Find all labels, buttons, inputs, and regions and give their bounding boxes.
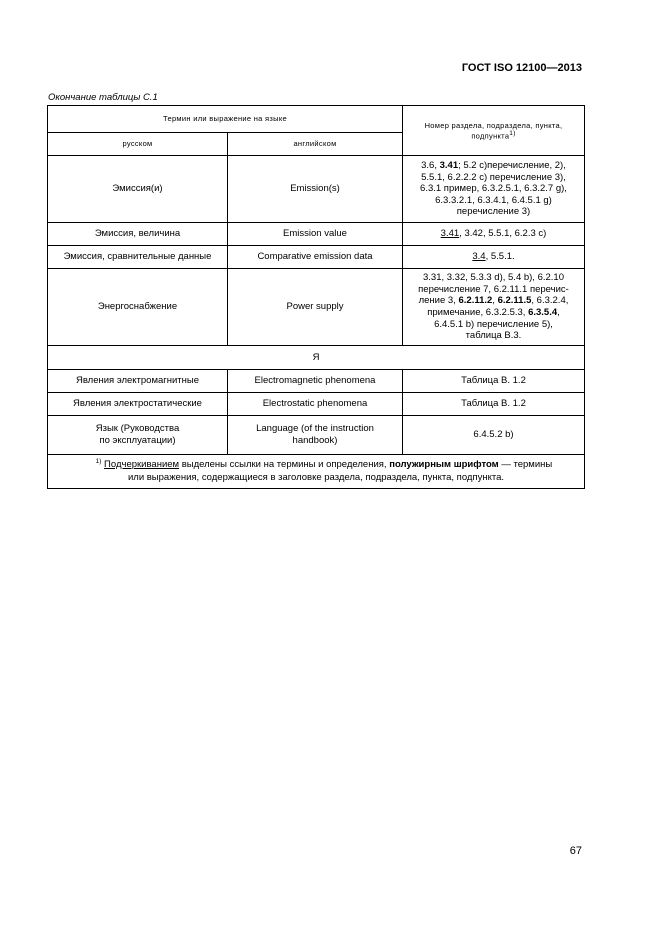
page-number: 67	[569, 845, 582, 857]
cell-reference	[403, 246, 585, 269]
ref-text: перечисление 7, 6.2.11.1 перечис-	[418, 283, 569, 295]
table-row	[48, 393, 585, 416]
ref-text: примечание, 6.3.2.5.3,	[427, 307, 529, 318]
ref-bold: 6.3.5.4	[528, 307, 558, 318]
table-row	[48, 269, 585, 346]
ref-text: перечисление 3)	[456, 206, 531, 218]
ref-text: 6.3.1 пример, 6.3.2.5.1, 6.3.2.7 g),	[420, 183, 567, 195]
table-row	[48, 246, 585, 269]
cell-english: Emission(s)	[228, 156, 403, 223]
footnote-bold: полужирным шрифтом	[389, 459, 499, 471]
cell-english: Comparative emission data	[228, 246, 403, 269]
cell-english: Emission value	[228, 223, 403, 246]
ref-underlined: 3.41	[440, 228, 460, 240]
ref-text: 6.3.3.2.1, 6.3.4.1, 6.4.5.1 g)	[435, 194, 552, 206]
cell-reference: Таблица В. 1.2	[403, 393, 585, 416]
ref-text: , 6.3.2.4,	[531, 295, 569, 307]
ref-text: 6.4.5.1 b) перечисление 5),	[434, 318, 553, 330]
footnote	[48, 455, 585, 489]
cell-reference	[403, 223, 585, 246]
ref-text: 3.6,	[421, 160, 440, 172]
ref-text: ,	[492, 295, 498, 307]
footnote-text: выделены ссылки на термины и определения,	[179, 459, 390, 471]
ref-text: ; 5.2 с)перечисление, 2),	[458, 160, 566, 172]
ref-text: , 3.42, 5.5.1, 6.2.3 с)	[459, 228, 547, 240]
ref-text: 3.31, 3.32, 5.3.3 d), 5.4 b), 6.2.10	[422, 272, 564, 284]
cell-english	[228, 416, 403, 455]
footnote-text: — термины	[498, 459, 553, 471]
cell-russian	[48, 416, 228, 455]
letter-section-row	[48, 346, 585, 370]
ref-bold: 3.41	[439, 160, 459, 172]
terms-table	[47, 105, 585, 489]
cell-text: Language (of the instruction	[256, 423, 374, 435]
cell-reference	[403, 156, 585, 223]
header-footnote-mark: 1)	[509, 129, 516, 137]
ref-text: таблица В.3.	[465, 330, 522, 342]
cell-reference: 6.4.5.2 b)	[403, 416, 585, 455]
letter-heading: Я	[48, 346, 585, 370]
table-row	[48, 370, 585, 393]
ref-text: 5.5.1, 6.2.2.2 с) перечисление 3),	[421, 171, 566, 183]
header-section-number	[403, 106, 585, 156]
header-section-text: Номер раздела, подраздела, пункта, подпункта	[424, 120, 563, 141]
table-row	[48, 416, 585, 455]
ref-underlined: 3.4	[472, 251, 486, 263]
ref-bold: 6.2.11.5	[497, 295, 532, 307]
footnote-text: или выражения, содержащиеся в заголовке раздела, подраздела, пункта, подпункта.	[127, 471, 505, 483]
cell-text: Язык (Руководства	[95, 423, 180, 435]
cell-english: Power supply	[228, 269, 403, 346]
ref-text: ,	[557, 307, 560, 318]
cell-reference: Таблица В. 1.2	[403, 370, 585, 393]
cell-russian: Эмиссия, сравнительные данные	[48, 246, 228, 269]
footnote-underlined: Подчеркиванием	[104, 459, 180, 471]
cell-english: Electrostatic phenomena	[228, 393, 403, 416]
table-header-row	[48, 106, 585, 133]
header-term-group: Термин или выражение на языке	[48, 106, 403, 133]
header-russian: русском	[48, 133, 228, 156]
footnote-row	[48, 455, 585, 489]
footnote-mark: 1)	[95, 458, 102, 465]
ref-text: ление 3,	[418, 295, 459, 307]
cell-russian: Явления электромагнитные	[48, 370, 228, 393]
cell-text: handbook)	[292, 435, 338, 446]
cell-english: Electromagnetic phenomena	[228, 370, 403, 393]
cell-russian: Эмиссия(и)	[48, 156, 228, 223]
table-row	[48, 156, 585, 223]
table-row	[48, 223, 585, 246]
cell-text: по эксплуатации)	[99, 435, 176, 446]
cell-russian: Явления электростатические	[48, 393, 228, 416]
document-title: ГОСТ ISO 12100—2013	[461, 62, 582, 74]
cell-russian: Эмиссия, величина	[48, 223, 228, 246]
header-english: английском	[228, 133, 403, 156]
ref-bold: 6.2.11.2	[458, 295, 493, 307]
cell-russian: Энергоснабжение	[48, 269, 228, 346]
table-caption: Окончание таблицы С.1	[48, 92, 158, 103]
ref-text: , 5.5.1.	[485, 251, 515, 263]
cell-reference	[403, 269, 585, 346]
